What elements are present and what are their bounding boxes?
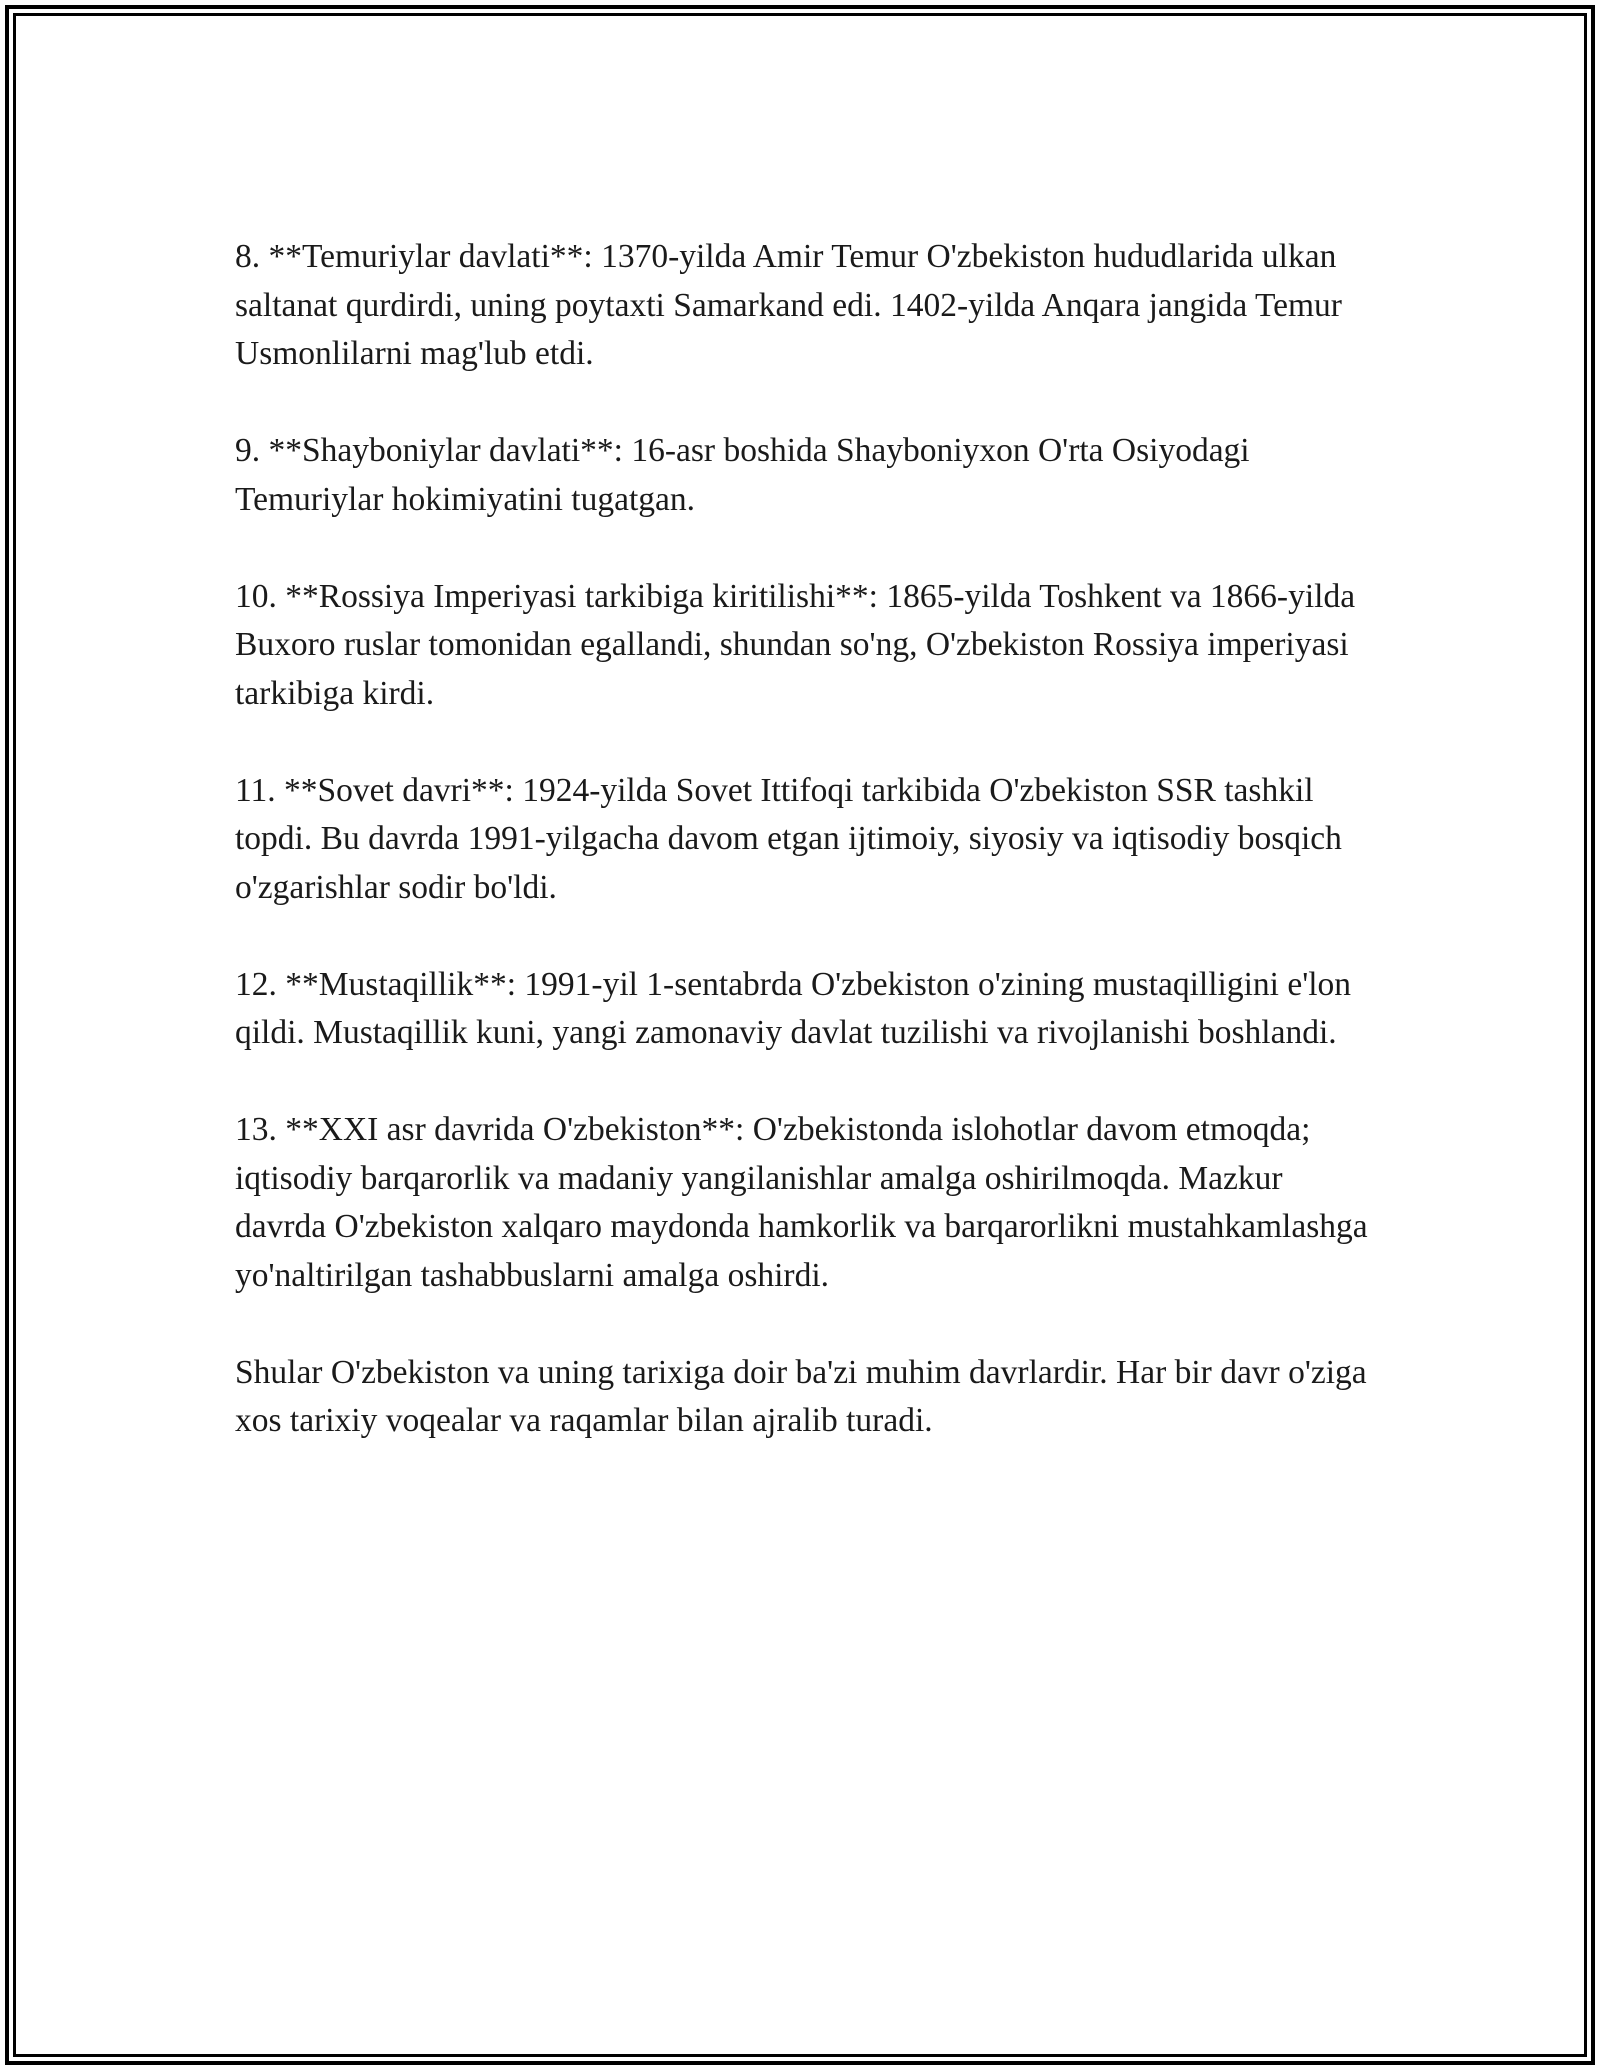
paragraph-temuriylar: 8. **Temuriylar davlati**: 1370-yilda Amir Temur O'zbekiston hududlarida ulkan saltanat qurdirdi, uning poytaxti Samarkand edi. 1402-yilda Anqara jangida Temur Usmonlilarni mag'lub etdi.	[235, 238, 1342, 372]
paragraph-rossiya-imperiyasi: 10. **Rossiya Imperiyasi tarkibiga kiritilishi**: 1865-yilda Toshkent va 1866-yilda Buxoro ruslar tomonidan egallandi, shundan so'ng, O'zbekiston Rossiya imperiyasi tarkibiga kirdi.	[235, 577, 1356, 712]
paragraph-sovet-davri: 11. **Sovet davri**: 1924-yilda Sovet Ittifoqi tarkibida O'zbekiston SSR tashkil topdi. Bu davrda 1991-yilgacha davom etgan ijtimoiy, siyosiy va iqtisodiy bosqich o'zgarishlar sodir bo'ldi.	[235, 771, 1342, 906]
document-body	[235, 233, 1370, 1494]
paragraph-shayboniylar: 9. **Shayboniylar davlati**: 16-asr boshida Shayboniyxon O'rta Osiyodagi Temuriylar hokimiyatini tugatgan.	[235, 432, 1250, 518]
paragraph-xxi-asr: 13. **XXI asr davrida O'zbekiston**: O'zbekistonda islohotlar davom etmoqda; iqtisodiy barqarorlik va madaniy yangilanishlar amalga oshirilmoqda. Mazkur davrda O'zbekiston xalqaro maydonda hamkorlik va barqarorlikni mustahkamlashga yo'naltirilgan tashabbuslarni amalga oshirdi.	[235, 1111, 1368, 1294]
paragraph-mustaqillik: 12. **Mustaqillik**: 1991-yil 1-sentabrda O'zbekiston o'zining mustaqilligini e'lon qildi. Mustaqillik kuni, yangi zamonaviy davlat tuzilishi va rivojlanishi boshlandi.	[235, 965, 1352, 1051]
paragraph-conclusion: Shular O'zbekiston va uning tarixiga doir ba'zi muhim davrlardir. Har bir davr o'ziga xos tarixiy voqealar va raqamlar bilan ajralib turadi.	[235, 1353, 1367, 1439]
